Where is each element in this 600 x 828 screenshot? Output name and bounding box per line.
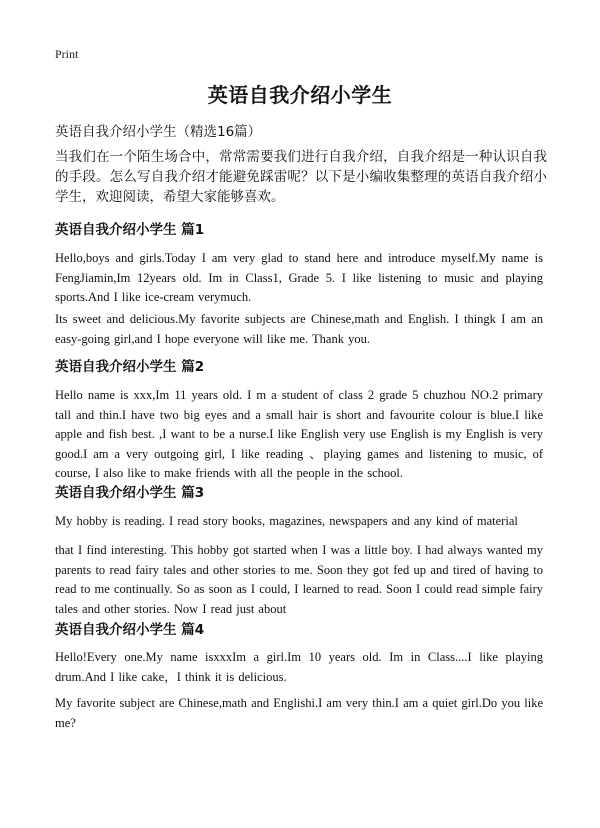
section-2-paragraph-1: Hello name is xxx,Im 11 years old. I m a student of class 2 grade 5 chuzhou NO.2 primary tall and thin.I have two big eyes and a small hair is short and favourite colour is blue.I like apple and fish best. ,I want to be a nurse.I like English very use English is my English is very good.I am a very outgoing girl, I like reading 、playing games and listening to music, of course, I also like to make friends with all the people in the school.: [55, 388, 543, 480]
section-4-paragraph-1: Hello!Every one.My name isxxxIm a girl.Im 10 years old. Im in Class....I like playing drum.And I like cake，I think it is delicious.: [55, 650, 543, 684]
section-1-paragraph-1: Hello,boys and girls.Today I am very glad to stand here and introduce myself.My name is FengJiamin,Im 12years old. Im in Class1, Grade 5. I like listening to music and playing sports.And I like ice-cream verymuch.: [55, 251, 543, 304]
intro-paragraph: 当我们在一个陌生场合中，常常需要我们进行自我介绍，自我介绍是一种认识自我的手段。怎么写自我介绍才能避免踩雷呢？以下是小编收集整理的英语自我介绍小学生，欢迎阅读，希望大家能够喜欢。: [55, 149, 547, 205]
section-2-heading: 英语自我介绍小学生 篇2: [55, 359, 205, 375]
section-1-heading: 英语自我介绍小学生 篇1: [55, 222, 205, 238]
section-3-heading: 英语自我介绍小学生 篇3: [55, 485, 205, 501]
section-1-paragraph-2: Its sweet and delicious.My favorite subjects are Chinese,math and English. I thingk I am an easy-going girl,and I hope everyone will like me. Thank you.: [55, 312, 543, 346]
page-title: 英语自我介绍小学生: [207, 83, 393, 107]
section-4-heading: 英语自我介绍小学生 篇4: [55, 622, 205, 638]
print-link[interactable]: Print: [55, 47, 79, 61]
section-3-paragraph-2: that I find interesting. This hobby got started when I was a little boy. I had always wanted my parents to read fairy tales and other stories to me. Soon they got fed up and tired of having to read to me continually. So as soon as I could, I learned to read. Soon I could read simple fairy tales and other stories. Now I read just about: [55, 543, 543, 616]
section-4-paragraph-2: My favorite subject are Chinese,math and Englishi.I am very thin.I am a quiet girl.Do you like me?: [55, 696, 543, 730]
page-subtitle: 英语自我介绍小学生（精选16篇）: [55, 124, 262, 140]
section-3-paragraph-1: My hobby is reading. I read story books, magazines, newspapers and any kind of material: [55, 514, 518, 528]
